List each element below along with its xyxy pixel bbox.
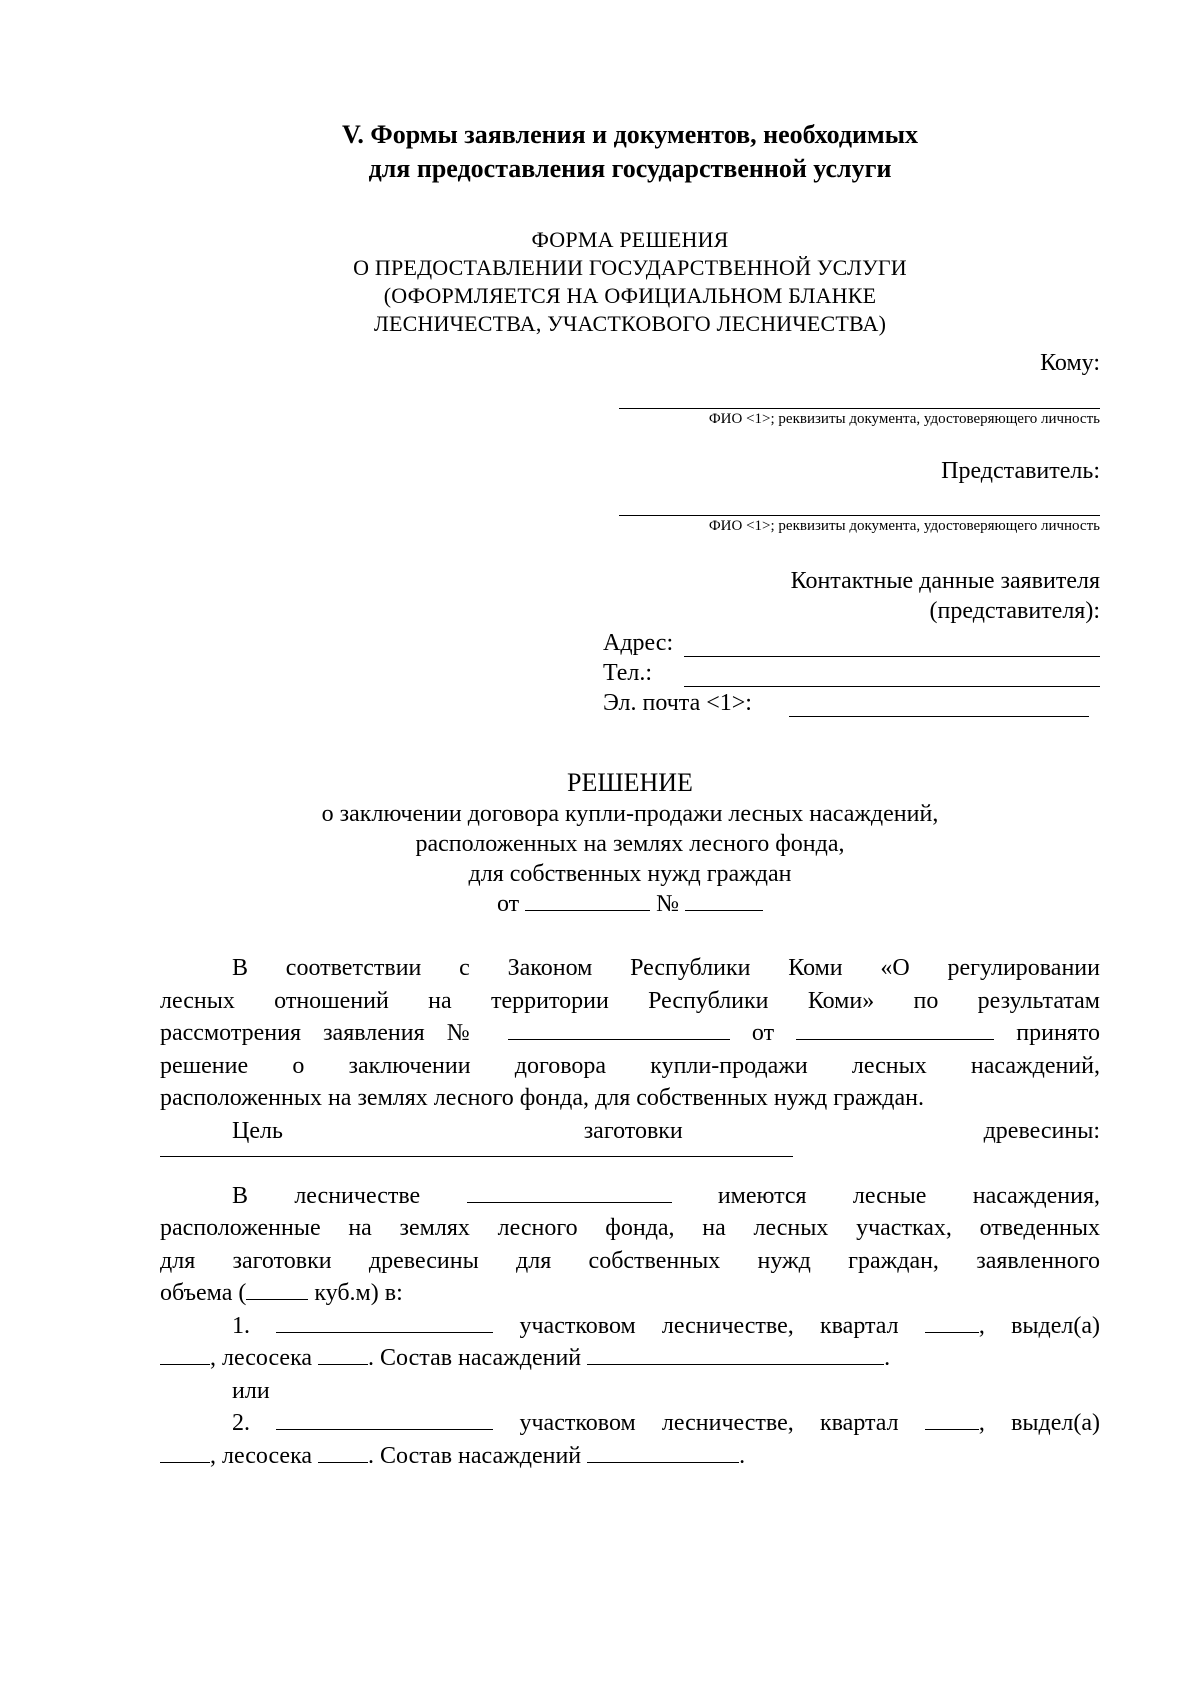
item-1-line [160,1310,1100,1343]
item-2-period: . [739,1442,746,1469]
body-line: лесных отношений на территории Республики Коми» по результатам [160,987,1100,1014]
decision-date-number-line [0,891,1200,918]
forestry-word: В [232,1182,249,1209]
decision-number-blank[interactable] [685,909,763,911]
item-2-plot-blank[interactable] [318,1461,368,1463]
application-number-blank[interactable] [508,1038,730,1040]
purpose-line [160,1115,1100,1148]
contacts-heading-line-2: (представителя): [929,598,1100,624]
form-title-line-3: (ОФОРМЛЯЕТСЯ НА ОФИЦИАЛЬНОМ БЛАНКЕ [383,283,877,308]
item-2-composition-label: . Состав насаждений [368,1442,582,1469]
decision-date-blank[interactable] [525,909,650,911]
item-2-quarter-blank[interactable] [925,1428,979,1430]
accepted-label: принято [1016,1020,1101,1046]
form-title-line-1: ФОРМА РЕШЕНИЯ [531,227,729,252]
volume-unit: куб.м) в: [314,1280,403,1306]
volume-label: объема ( [160,1280,247,1306]
forestry-word: лесничестве [294,1182,421,1209]
body-line: для заготовки древесины для собственных нужд граждан, заявленного [160,1247,1100,1274]
purpose-word: заготовки [583,1117,683,1144]
contacts-heading-line-1: Контактные данные заявителя [790,568,1100,594]
item-2-line [160,1407,1100,1440]
application-number-label: рассмотрения заявления № [160,1020,486,1046]
address-fill-line[interactable] [684,656,1100,657]
body-line: расположенные на землях лесного фонда, на лесных участках, отведенных [160,1215,1100,1241]
decision-subtitle-line-3: для собственных нужд граждан [468,861,792,887]
body-line: решение о заключении договора купли-продажи лесных насаждений, [160,1052,1100,1079]
to-label: Кому: [1040,350,1100,376]
section-heading-line-1: V. Формы заявления и документов, необходимых [341,120,919,149]
forestry-word: имеются [717,1182,807,1209]
form-title-line-2: О ПРЕДОСТАВЛЕНИИ ГОСУДАРСТВЕННОЙ УСЛУГИ [353,255,907,280]
or-line: или [232,1377,270,1404]
body-line-application [160,1017,1100,1050]
purpose-word: древесины: [983,1117,1101,1144]
purpose-fill-row [160,1147,1100,1180]
representative-note: ФИО <1>; реквизиты документа, удостоверяющего личность [708,518,1100,534]
item-2-number: 2. [232,1410,250,1436]
item-1-district-label: участковом лесничестве, квартал [519,1312,899,1339]
phone-label: Тел.: [603,660,653,686]
item-2-allotment-label: , выдел(а) [978,1410,1101,1436]
email-label: Эл. почта <1>: [603,690,752,716]
item-2-allotment-blank[interactable] [160,1461,210,1463]
decision-body [160,952,1100,1472]
application-date-blank[interactable] [796,1038,994,1040]
volume-blank[interactable] [246,1298,308,1300]
decision-subtitle-line-1: о заключении договора купли-продажи лесных насаждений, [321,801,939,827]
item-1-line-2 [160,1342,1100,1375]
to-note: ФИО <1>; реквизиты документа, удостоверяющего личность [708,411,1100,427]
item-1-allotment-blank[interactable] [160,1363,210,1365]
volume-line [160,1277,1100,1310]
item-2-district-label: участковом лесничестве, квартал [519,1410,899,1436]
item-1-composition-blank[interactable] [587,1363,884,1365]
item-1-plot-blank[interactable] [318,1363,368,1365]
representative-label: Представитель: [941,458,1100,484]
forestry-word: лесные [852,1182,927,1209]
item-1-composition-label: . Состав насаждений [368,1345,582,1371]
date-prefix: от [496,891,520,917]
section-heading-line-2: для предоставления государственной услуги [368,154,892,183]
item-1-plot-label: , лесосека [210,1345,313,1371]
item-2-composition-blank[interactable] [587,1461,739,1463]
purpose-word: Цель [232,1117,283,1144]
forestry-name-blank[interactable] [467,1201,672,1203]
forestry-word: насаждения, [972,1182,1100,1209]
body-line: расположенных на землях лесного фонда, для собственных нужд граждан. [160,1085,924,1111]
number-sign: № [656,891,680,917]
item-2-plot-label: , лесосека [210,1442,313,1469]
decision-subtitle-line-2: расположенных на землях лесного фонда, [415,831,845,857]
item-1-quarter-blank[interactable] [925,1331,979,1333]
representative-fill-line[interactable] [619,515,1100,516]
address-label: Адрес: [603,630,674,656]
purpose-fill-line[interactable] [160,1155,793,1157]
forestry-line [160,1180,1100,1213]
form-title-line-4: ЛЕСНИЧЕСТВА, УЧАСТКОВОГО ЛЕСНИЧЕСТВА) [373,311,887,336]
to-fill-line[interactable] [619,408,1100,409]
phone-fill-line[interactable] [684,686,1100,687]
application-date-label: от [751,1020,775,1046]
item-1-number: 1. [232,1312,250,1339]
item-1-district-blank[interactable] [276,1331,493,1333]
decision-title: РЕШЕНИЕ [567,768,693,797]
item-1-period: . [884,1345,891,1371]
email-fill-line[interactable] [789,716,1089,717]
item-2-district-blank[interactable] [276,1428,493,1430]
body-line: В соответствии с Законом Республики Коми «О регулировании [232,955,1100,981]
item-1-allotment-label: , выдел(а) [978,1312,1101,1339]
item-2-line-2 [160,1440,1100,1473]
